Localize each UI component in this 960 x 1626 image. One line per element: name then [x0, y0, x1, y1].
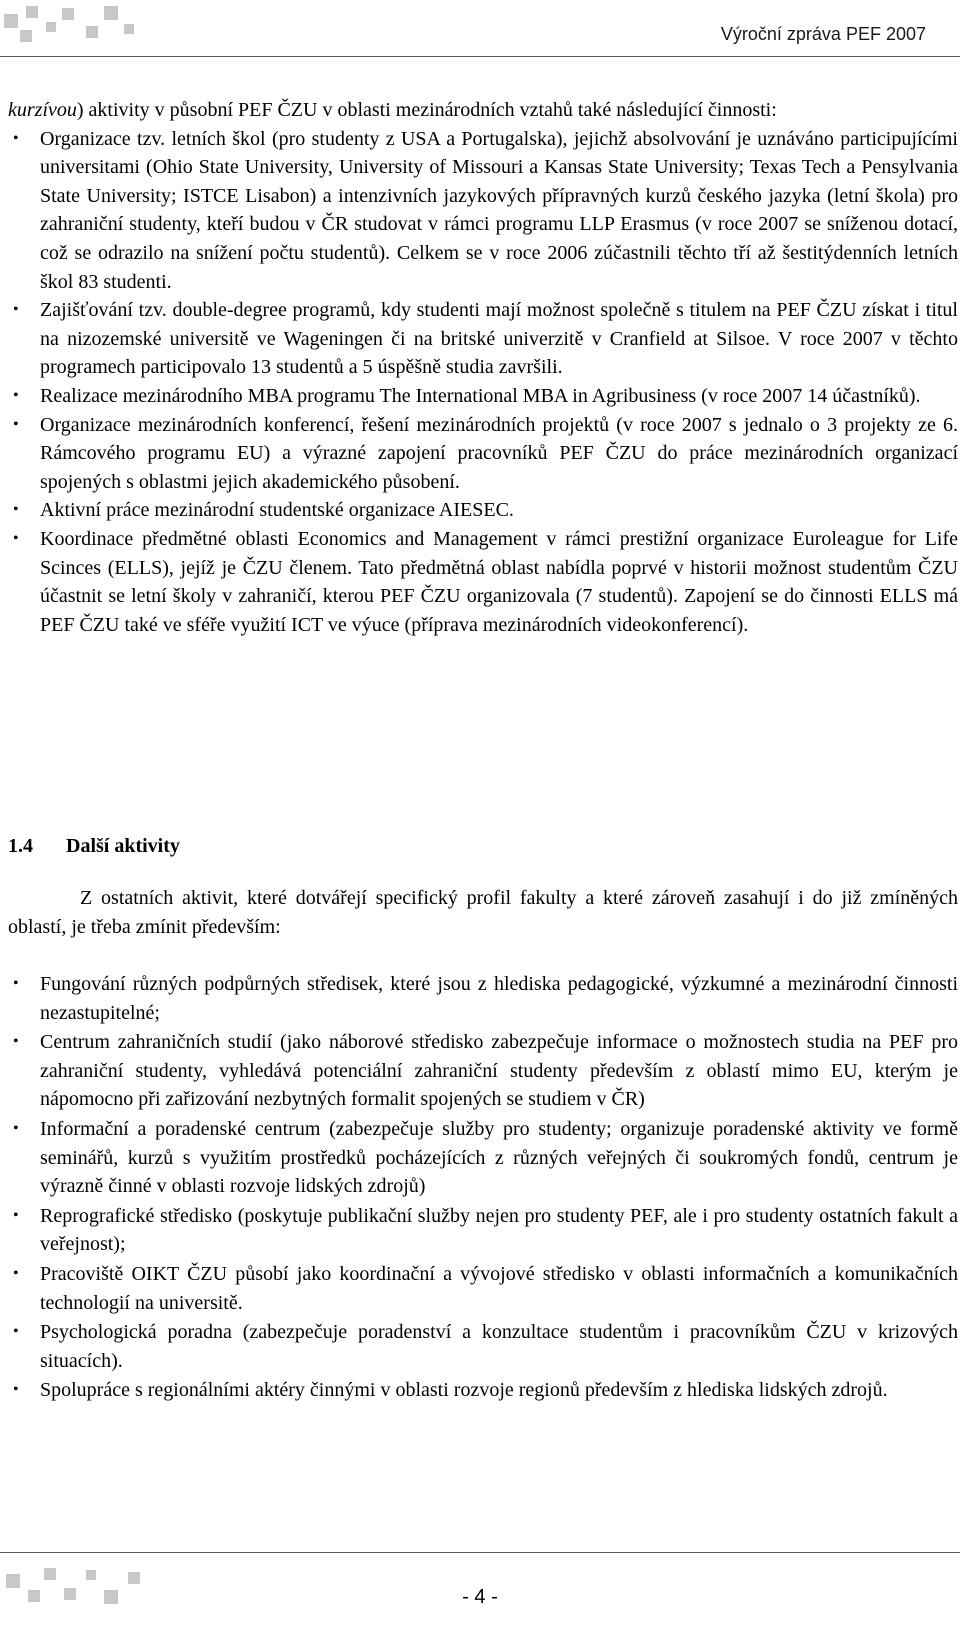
- list-item: • Koordinace předmětné oblasti Economics and Management v rámci prestižní organizace Euroleague for Life Scinces (ELLS), jejíž je ČZU členem. Tato předmětná oblast nabídla poprvé v historii možnost studentům ČZU účastnit se letní školy v zahraničí, kterou PEF ČZU organizovala (7 studentů). Zapojení se do činnosti ELLS má PEF ČZU také ve sféře využití ICT ve výuce (příprava mezinárodních videokonferencí).: [13, 527, 958, 636]
- header-title: Výroční zpráva PEF 2007: [720, 24, 926, 44]
- section-title: 1.4 Další aktivity: [8, 835, 180, 857]
- footer-rule: [0, 1552, 960, 1553]
- list-item: • Aktivní práce mezinárodní studentské organizace AIESEC.: [13, 499, 514, 522]
- list-item: • Centrum zahraničních studií (jako náborové středisko zabezpečuje informace o možnostech studia na PEF pro zahraniční studenty, vyhledává potenciální zahraniční studenty především z oblastí mimo EU, kterým je nápomocno při zařizování nezbytných formalit spojených se studiem v ČR): [13, 1031, 958, 1111]
- section-heading: [8, 832, 958, 861]
- list-item: • Realizace mezinárodního MBA programu The International MBA in Agribusiness (v roce 2007 14 účastníků).: [13, 384, 921, 407]
- page-number: - 4 -: [462, 1586, 498, 1608]
- activities-list: [8, 970, 958, 1405]
- header-decoration: [0, 0, 150, 50]
- section-international: [8, 96, 958, 639]
- intro-italic: kurzívou: [8, 99, 77, 121]
- list-item: • Informační a poradenské centrum (zabezpečuje služby pro studenty; organizuje poradenské aktivity ve formě seminářů, kurzů s využitím prostředků pocházejících z různých veřejných či soukromých fondů, centrum je výrazně činné v oblasti rozvoje lidských zdrojů): [13, 1117, 958, 1198]
- list-item: • Fungování různých podpůrných středisek, které jsou z hlediska pedagogické, výzkumné a mezinárodní činnosti nezastupitelné;: [13, 973, 958, 1024]
- list-item: • Organizace tzv. letních škol (pro studenty z USA a Portugalska), jejichž absolvování je uznáváno participujícími universitami (Ohio State University, University of Missouri a Kansas State University; Texas Tech a Pensylvania State University; ISTCE Lisabon) a intenzivních jazykových přípravných kurzů českého jazyka (letní škola) pro zahraniční studenty, kteří budou v ČR studovat v rámci programu LLP Erasmus (v roce 2007 se sníženou dotací, což se odrazilo na snížení počtu studentů). Celkem se v roce 2006 zúčastnili těchto tří až šestitýdenních letních škol 83 studenti.: [13, 127, 958, 293]
- list-item: • Spolupráce s regionálními aktéry činnými v oblasti rozvoje regionů především z hlediska lidských zdrojů.: [13, 1379, 888, 1402]
- list-item: • Organizace mezinárodních konferencí, řešení mezinárodních projektů (v roce 2007 s jednalo o 3 projekty ze 6. Rámcového programu EU) a výrazné zapojení pracovníků PEF ČZU do práce mezinárodních organizací spojených s oblastmi jejich akademického působení.: [13, 413, 958, 493]
- intro-text: ) aktivity v působní PEF ČZU v oblasti mezinárodních vztahů také následující činnosti:: [76, 99, 777, 121]
- list-item: • Psychologická poradna (zabezpečuje poradenství a konzultace studentům i pracovníkům ČZU v krizových situacích).: [13, 1321, 958, 1372]
- list-item: • Pracoviště OIKT ČZU působí jako koordinační a vývojové středisko v oblasti informačních a komunikačních technologií na universitě.: [13, 1262, 958, 1314]
- activities-list-wrap: [8, 970, 958, 1406]
- list-item: • Zajišťování tzv. double-degree programů, kdy studenti mají možnost společně s titulem na PEF ČZU získat i titul na nizozemské universitě ve Wageningen či na britské univerzitě v Cranfield at Silsoe. V roce 2007 v těchto programech participovalo 13 studentů a 5 úspěšně studia završili.: [13, 299, 958, 379]
- body-paragraph: Z ostatních aktivit, které dotvářejí specifický profil fakulty a které zároveň zasahují i do již zmíněných oblastí, je třeba zmínit především:: [8, 887, 958, 938]
- list-item: • Reprografické středisko (poskytuje publikační služby nejen pro studenty PEF, ale i pro studenty ostatních fakult a veřejnost);: [13, 1204, 958, 1256]
- international-list: [8, 125, 958, 640]
- header-rule: [0, 56, 960, 57]
- intro-paragraph: [8, 96, 958, 125]
- section-other-activities: [8, 884, 958, 941]
